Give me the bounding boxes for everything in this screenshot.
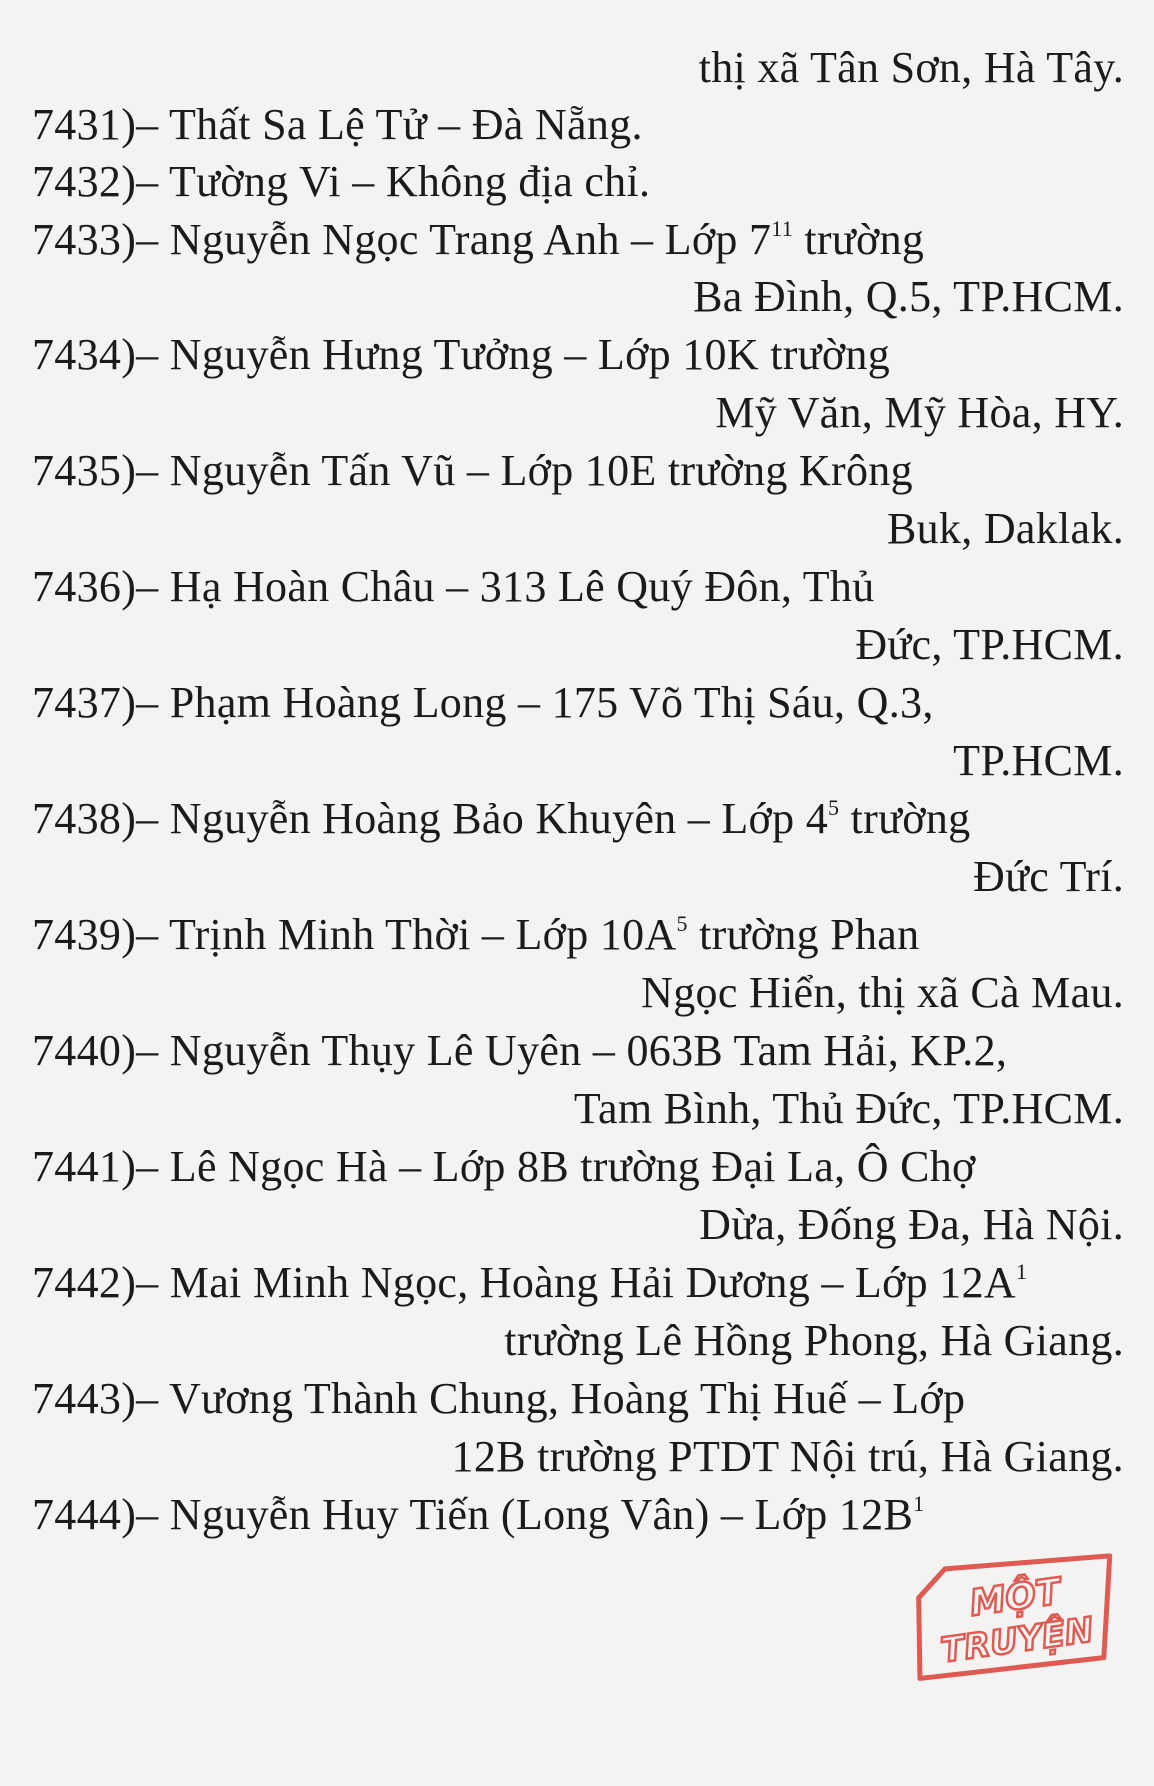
line-text: Buk, Daklak.: [886, 504, 1124, 553]
line-text: Tường Vi – Không địa chỉ.: [168, 157, 651, 206]
entry-line: [32, 441, 913, 501]
line-text: Nguyễn Thụy Lê Uyên – 063B Tam Hải, KP.2,: [169, 1026, 1008, 1075]
line-text: Phạm Hoàng Long – 175 Võ Thị Sáu, Q.3,: [169, 678, 934, 727]
line-text: Nguyễn Tấn Vũ – Lớp 10E trường Krông: [169, 446, 913, 495]
line-text: Mai Minh Ngọc, Hoàng Hải Dương – Lớp 12A: [169, 1258, 1016, 1307]
entry-continuation: [699, 38, 1124, 98]
watermark-top-text: MỘT: [967, 1571, 1064, 1625]
entry-line: [32, 557, 875, 617]
line-text: Vương Thành Chung, Hoàng Thị Huế – Lớp: [168, 1374, 966, 1423]
entry-number: 7432)–: [32, 157, 159, 206]
entry-continuation: [855, 615, 1124, 675]
line-text-after: trường: [839, 794, 971, 843]
entry-number: 7431)–: [32, 100, 159, 149]
entry-number: 7433)–: [32, 215, 159, 264]
superscript: 5: [676, 911, 688, 936]
entry-line: [32, 210, 924, 270]
watermark-logo: [892, 1540, 1132, 1690]
superscript: 1: [1015, 1259, 1028, 1284]
line-text: Trịnh Minh Thời – Lớp 10A: [168, 910, 677, 959]
entry-continuation: [504, 1311, 1124, 1371]
line-text: Nguyễn Huy Tiến (Long Vân) – Lớp 12B: [169, 1490, 914, 1539]
line-text: Đức, TP.HCM.: [855, 620, 1124, 669]
entry-continuation: [973, 847, 1124, 907]
entry-line: [32, 673, 934, 733]
entry-continuation: [715, 383, 1124, 443]
entry-number: 7438)–: [32, 794, 159, 843]
entry-line: [32, 1369, 965, 1429]
line-text: Nguyễn Hoàng Bảo Khuyên – Lớp 4: [169, 794, 829, 843]
entry-continuation: [641, 963, 1124, 1023]
entry-number: 7435)–: [32, 446, 159, 495]
line-text-after: trường: [793, 215, 925, 264]
line-text: 12B trường PTDT Nội trú, Hà Giang.: [451, 1432, 1124, 1481]
entry-number: 7442)–: [32, 1258, 159, 1307]
line-text: Lê Ngọc Hà – Lớp 8B trường Đại La, Ô Chợ: [169, 1142, 976, 1191]
line-text: Thất Sa Lệ Tử – Đà Nẵng.: [168, 100, 643, 149]
entry-number: 7434)–: [32, 330, 159, 379]
entry-line: [32, 789, 970, 849]
entry-line: [32, 1021, 1007, 1081]
entry-number: 7436)–: [32, 562, 159, 611]
line-text: Tam Bình, Thủ Đức, TP.HCM.: [573, 1084, 1124, 1133]
entry-line: [32, 325, 890, 385]
line-text: Nguyễn Hưng Tưởng – Lớp 10K trường: [169, 330, 891, 379]
entry-continuation: [887, 499, 1124, 559]
line-text: TP.HCM.: [953, 736, 1124, 785]
line-text: Nguyễn Ngọc Trang Anh – Lớp 7: [169, 215, 772, 264]
entry-number: 7437)–: [32, 678, 159, 727]
entry-continuation: [574, 1079, 1124, 1139]
superscript: 5: [828, 795, 840, 820]
entry-number: 7439)–: [32, 910, 159, 959]
entry-number: 7443)–: [32, 1374, 159, 1423]
entry-continuation: [699, 1195, 1124, 1255]
entry-line: [32, 905, 919, 965]
entry-number: 7441)–: [32, 1142, 159, 1191]
superscript: 1: [913, 1491, 925, 1516]
line-text: Hạ Hoàn Châu – 313 Lê Quý Đôn, Thủ: [169, 562, 875, 611]
line-text: Đức Trí.: [973, 852, 1124, 901]
entry-line: [32, 1137, 976, 1197]
line-text: Dừa, Đống Đa, Hà Nội.: [699, 1200, 1124, 1249]
entry-line: [32, 1253, 1027, 1313]
entry-continuation: [953, 731, 1124, 791]
entry-line: [32, 95, 643, 155]
line-text-after: trường Phan: [687, 910, 920, 959]
line-text: trường Lê Hồng Phong, Hà Giang.: [504, 1316, 1124, 1365]
entry-number: 7440)–: [32, 1026, 159, 1075]
entry-continuation: [452, 1427, 1124, 1487]
superscript: 11: [771, 216, 794, 241]
line-text: Ba Đình, Q.5, TP.HCM.: [693, 272, 1124, 321]
entry-line: [32, 152, 650, 212]
entry-line: [32, 1485, 924, 1545]
line-text: Ngọc Hiển, thị xã Cà Mau.: [641, 968, 1124, 1017]
watermark-bottom-text: TRUYỆN: [938, 1610, 1096, 1671]
line-text: Mỹ Văn, Mỹ Hòa, HY.: [715, 388, 1124, 437]
line-text: thị xã Tân Sơn, Hà Tây.: [698, 43, 1124, 92]
entry-number: 7444)–: [32, 1490, 159, 1539]
entry-continuation: [693, 267, 1124, 327]
